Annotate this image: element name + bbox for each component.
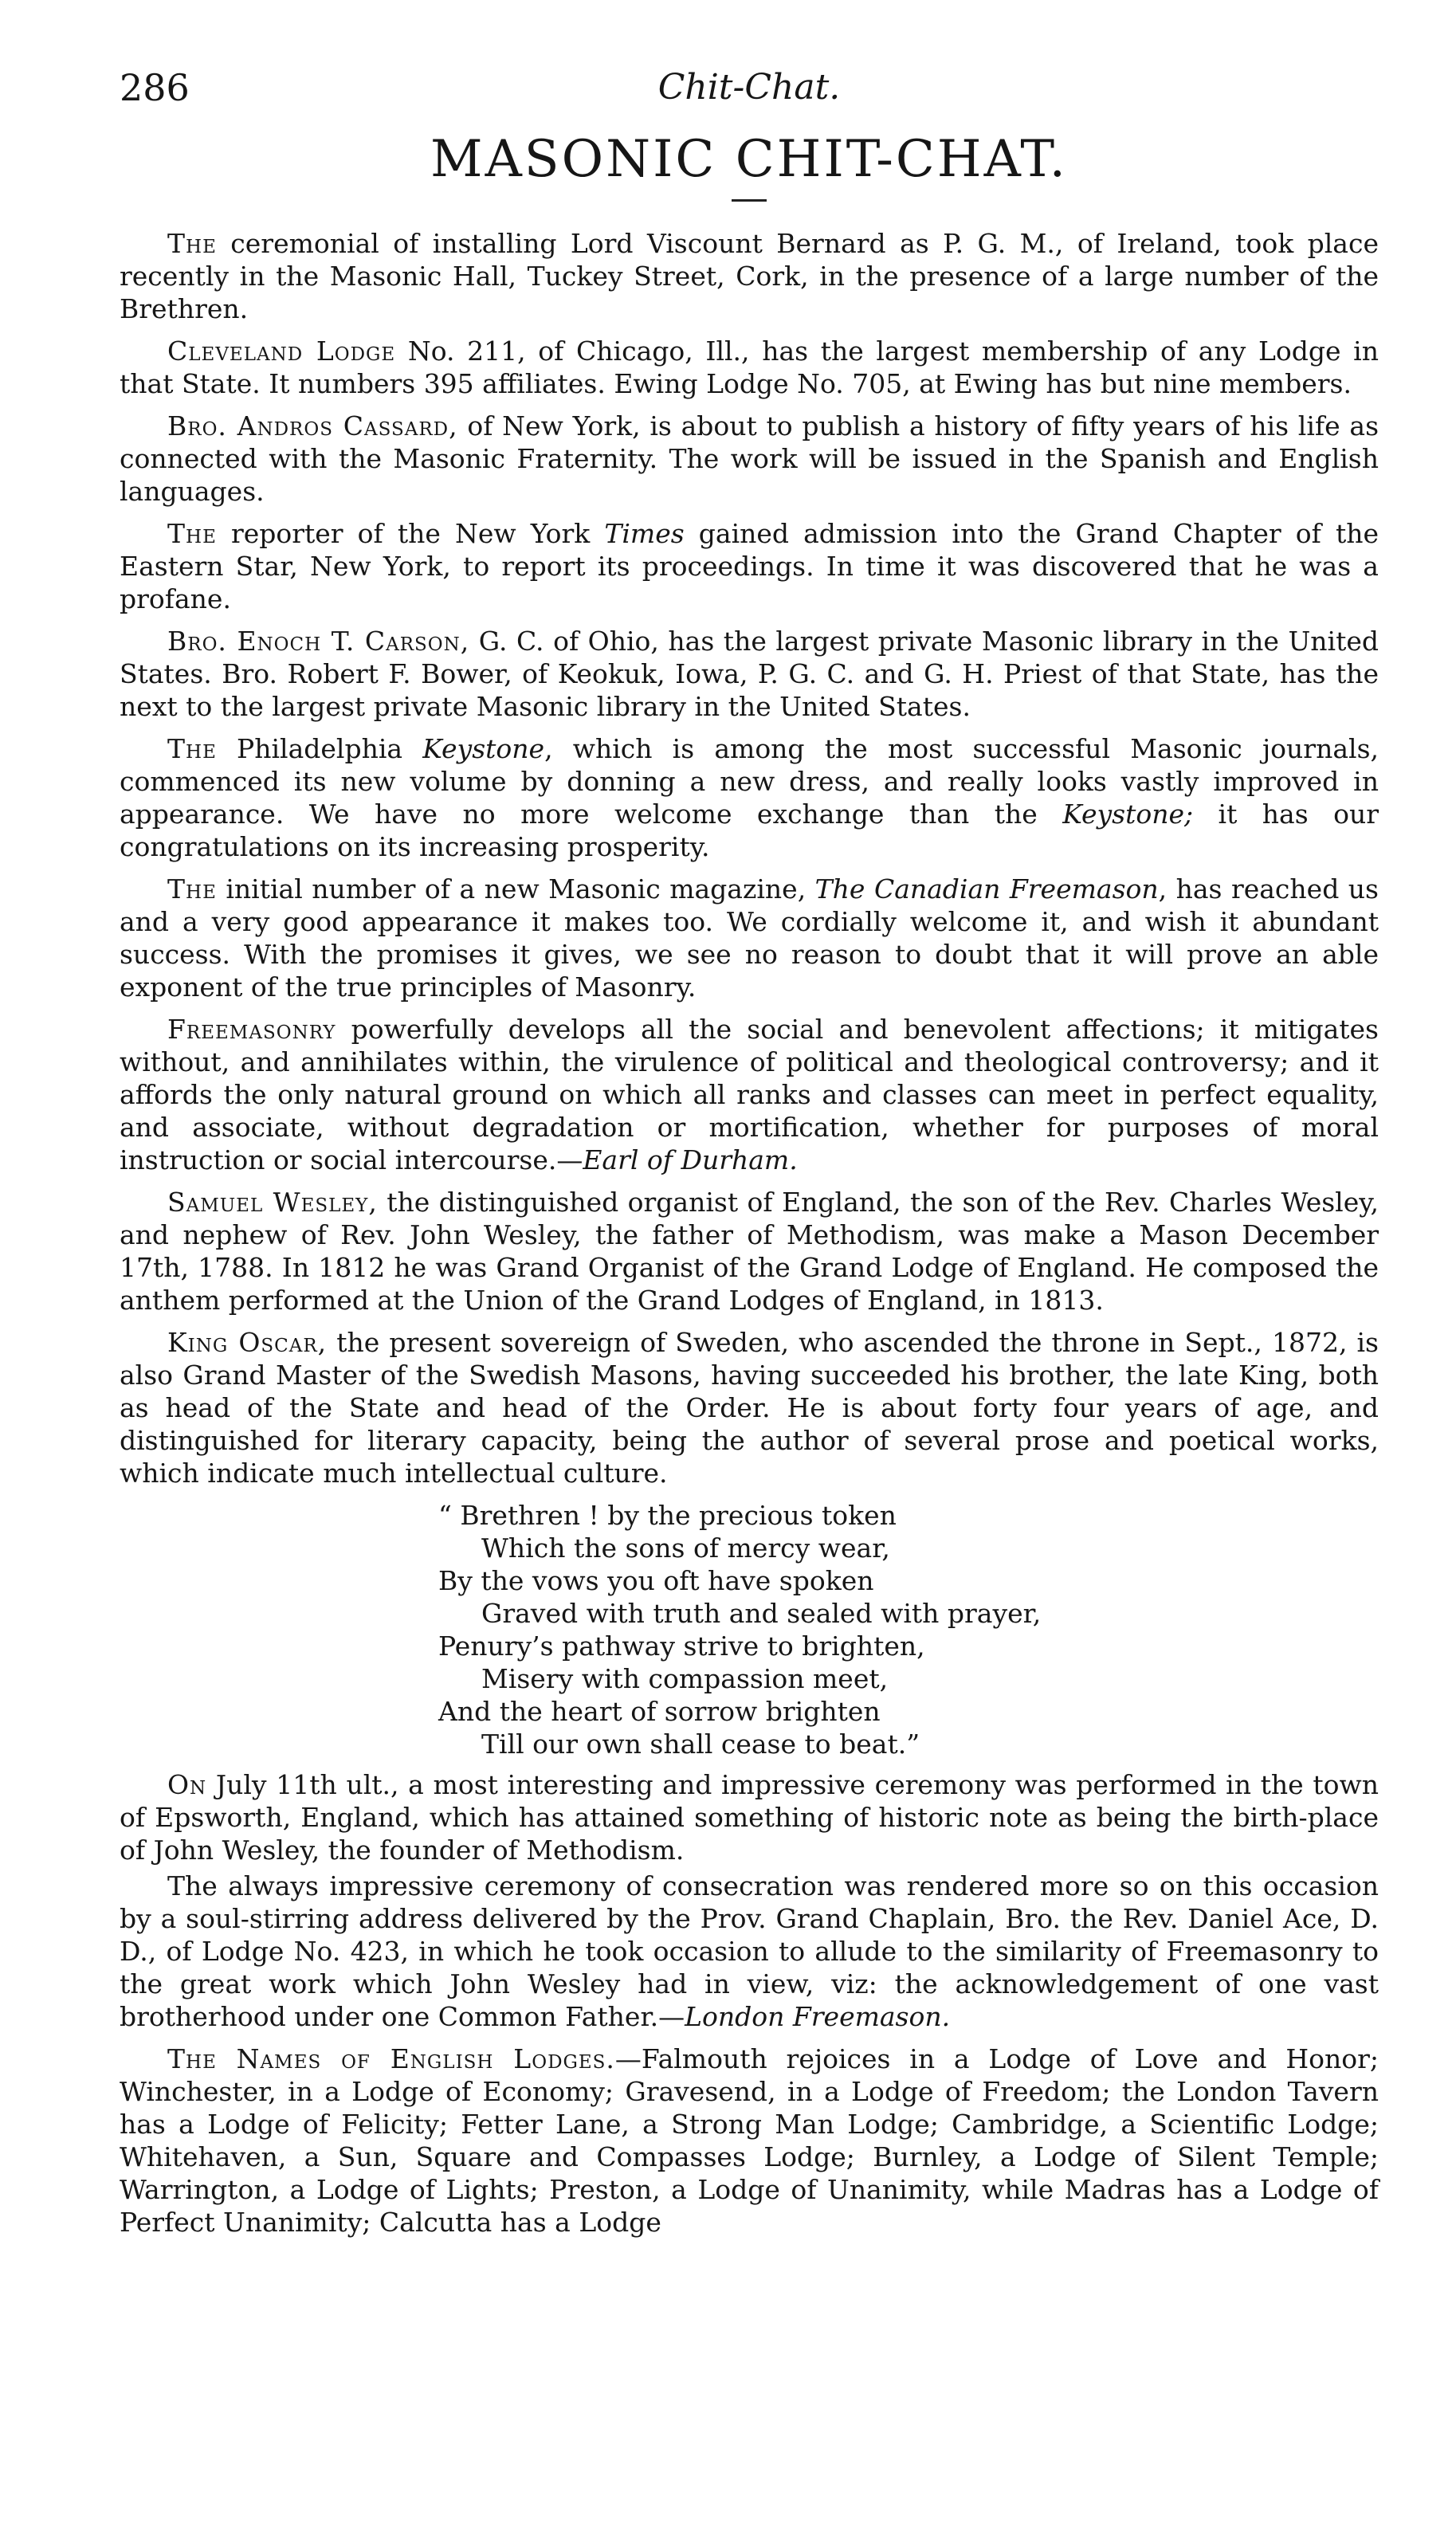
poem-line: Graved with truth and sealed with prayer, xyxy=(481,1598,1042,1629)
poem-line: Till our own shall cease to beat.” xyxy=(481,1729,920,1760)
running-head xyxy=(120,64,1379,128)
lead-words: The Names of English Lodges. xyxy=(167,2043,615,2074)
italic-title: Keystone xyxy=(422,733,545,764)
paragraph-text: of New York, is about to publish a history of fifty years of his life as connected with the Masonic Fraternity. The work will be issued in the Spanish and English languages. xyxy=(120,410,1379,507)
italic-title: The Canadian Freemason xyxy=(814,873,1159,905)
item-cleveland-lodge xyxy=(120,335,1379,400)
title-rule xyxy=(732,199,767,202)
lead-words: Freemasonry xyxy=(167,1014,336,1045)
paragraph-text: —Falmouth rejoices in a Lodge of Love and Honor; Winchester, in a Lodge of Economy; Gravesend, in a Lodge of Freedom; the London Tavern has a Lodge of Felicity; Fetter Lane, a Strong Man Lodge; Cambridge, a Scientific Lodge; Whitehaven, a Sun, Square and Compasses Lodge; Burnley, a Lodge of Silent Temple; Warrington, a Lodge of Lights; Preston, a Lodge of Unanimity, while Madras has a Lodge of Perfect Unanimity; Calcutta has a Lodge xyxy=(120,2043,1379,2238)
poem-line: “ Brethren ! by the precious token xyxy=(438,1500,897,1531)
item-bernard-installation xyxy=(120,227,1379,325)
item-epsworth-ceremony xyxy=(120,1768,1379,1866)
lead-words: Cleveland Lodge xyxy=(167,336,396,367)
paragraph-text: the present sovereign of Sweden, who ascended the throne in Sept., 1872, is also Grand Master of the Swedish Masons, having succeeded his brother, the late King, both as head of the State and head of the Order. He is about forty four years of age, and distinguished for literary capacity, being the author of several prose and poetical works, which indicate much intellectual culture. xyxy=(120,1327,1379,1489)
paragraph-text: July 11th ult., a most interesting and impressive ceremony was performed in the town of Epsworth, England, which has attained something of historic note as being the birth-place of John Wesley, the founder of Methodism. xyxy=(120,1769,1379,1866)
item-andros-cassard xyxy=(120,410,1379,508)
italic-title: Times xyxy=(604,518,685,549)
paragraph-text: , which is among the most successful Masonic journals, commenced its new volume by donning a new dress, and really looks vastly improved in appearance. We have no more welcome exchange than the xyxy=(120,733,1379,830)
lead-words: Bro. Andros Cassard, xyxy=(167,410,458,441)
paragraph-text: the distinguished organist of England, the son of the Rev. Charles Wesley, and nephew of Rev. John Wesley, the father of Methodism, was make a Mason December 17th, 1788. In 1812 he was Grand Organist of the Grand Lodge of England. He composed the anthem performed at the Union of the Grand Lodges of England, in 1813. xyxy=(120,1187,1379,1316)
item-freemasonry-quote xyxy=(120,1013,1379,1176)
paragraph-text: powerfully develops all the social and benevolent affections; it mitigates without, and annihilates within, the virulence of political and theological controversy; and it affords the only natural ground on which all ranks and classes can meet in perfect equality, and associate, without degradation or mortification, whether for purposes of moral instruction or social intercourse.— xyxy=(120,1014,1379,1175)
poem xyxy=(438,1499,1379,1760)
paragraph-text: No. 211, of Chicago, Ill., has the largest membership of any Lodge in that State. It numbers 395 affiliates. Ewing Lodge No. 705, at Ewing has but nine members. xyxy=(120,336,1379,399)
lead-words: Bro. Enoch T. Carson, xyxy=(167,626,470,657)
item-enoch-carson xyxy=(120,625,1379,723)
paragraph-text: gained admission into the Grand Chapter of the Eastern Star, New York, to report its proceedings. In time it was discovered that he was a profane. xyxy=(120,518,1379,614)
lead-words: The xyxy=(167,733,217,764)
poem-line: Misery with compassion meet, xyxy=(481,1663,889,1694)
poem-line: And the heart of sorrow brighten xyxy=(438,1696,881,1727)
page-number: 286 xyxy=(120,66,190,109)
paragraph-text: it has our congratulations on its increasing prosperity. xyxy=(120,799,1379,862)
item-samuel-wesley xyxy=(120,1186,1379,1317)
paragraph-text: reporter of the New York xyxy=(216,518,605,549)
item-keystone xyxy=(120,732,1379,863)
lead-words: Samuel Wesley, xyxy=(167,1187,378,1218)
lead-words: The xyxy=(167,228,217,259)
lead-words: On xyxy=(167,1769,207,1800)
paragraph-text: ceremonial of installing Lord Viscount Bernard as P. G. M., of Ireland, took place recently in the Masonic Hall, Tuckey Street, Cork, in the presence of a large number of the Brethren. xyxy=(120,228,1379,324)
attribution: London Freemason. xyxy=(685,2001,951,2032)
paragraph-text: G. C. of Ohio, has the largest private Masonic library in the United States. Bro. Robert F. Bower, of Keokuk, Iowa, P. G. C. and G. H. Priest of that State, has the next to the largest private Masonic library in the United States. xyxy=(120,626,1379,722)
lead-words: The xyxy=(167,518,217,549)
item-king-oscar xyxy=(120,1326,1379,1489)
poem-line: By the vows you oft have spoken xyxy=(438,1565,874,1596)
attribution: Earl of Durham. xyxy=(583,1144,798,1175)
item-canadian-freemason xyxy=(120,873,1379,1003)
lead-words: The xyxy=(167,873,217,905)
item-times-reporter xyxy=(120,517,1379,615)
page xyxy=(120,64,1379,2502)
item-consecration xyxy=(120,1870,1379,2033)
italic-title: Keystone; xyxy=(1062,799,1194,830)
item-english-lodges xyxy=(120,2043,1379,2239)
poem-line: Which the sons of mercy wear, xyxy=(481,1532,890,1564)
paragraph-text: initial number of a new Masonic magazine, xyxy=(216,873,815,905)
paragraph-text: Philadelphia xyxy=(216,733,423,764)
article-title: MASONIC CHIT-CHAT. xyxy=(430,130,1068,189)
paragraph-text: , has reached us and a very good appearance it makes too. We cordially welcome it, and wish it abundant success. With the promises it gives, we see no reason to doubt that it will prove an able exponent of the true principles of Masonry. xyxy=(120,873,1379,1003)
lead-words: King Oscar, xyxy=(167,1327,328,1358)
running-title: Chit-Chat. xyxy=(657,67,841,108)
paragraph-text: The always impressive ceremony of consecration was rendered more so on this occasion by a soul-stirring address delivered by the Prov. Grand Chaplain, Bro. the Rev. Daniel Ace, D. D., of Lodge No. 423, in which he took occasion to allude to the similarity of Freemasonry to the great work which John Wesley had in view, viz: the acknowledgement of one vast brotherhood under one Common Father.— xyxy=(120,1870,1379,2032)
poem-line: Penury’s pathway strive to brighten, xyxy=(438,1630,925,1662)
